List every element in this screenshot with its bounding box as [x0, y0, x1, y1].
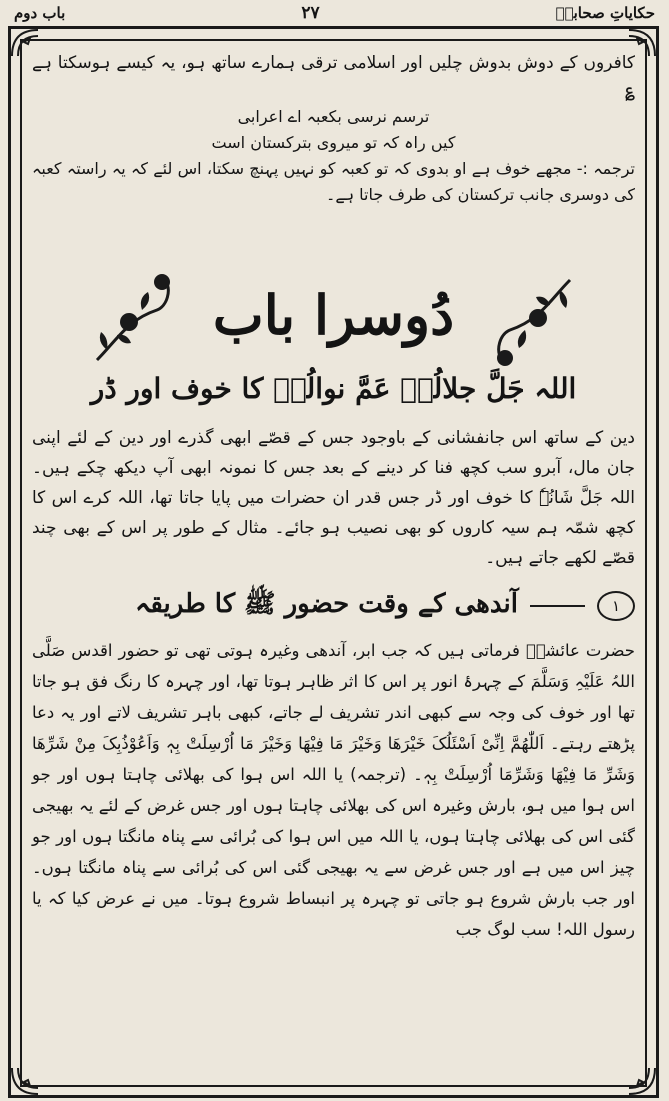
chapter-heading-row	[32, 260, 635, 370]
floral-ornament-icon	[87, 270, 177, 370]
floral-ornament-icon	[490, 270, 580, 370]
story-text: حضرت عائشہؓ فرماتی ہیں کہ جب ابر، آندھی وغیرہ ہوتی تھی تو حضور اقدس صَلَّی اللہُ عَلَیْہِ وَسَلَّمَ کے چہرۂ انور پر اس کا اثر ظاہر ہوتا تھا، اور چہرہ کا رنگ فق ہو جاتا تھا اور خوف کی وجہ سے کبھی اندر تشریف لے جاتے، کبھی باہر تشریف لاتے اور یہ دعا پڑھتے رہتے۔ اَللّٰھُمَّ اِنِّیْ اَسْئَلُکَ خَیْرَھَا وَخَیْرَ مَا فِیْھَا وَخَیْرَ مَا اُرْسِلَتْ بِہٖ وَاَعُوْذُبِکَ مِنْ شَرِّھَا وَشَرِّ مَا فِیْھَا وَشَرِّمَا اُرْسِلَتْ بِہٖ۔ (ترجمہ) یا اللہ اس ہوا کی بھلائی چاہتا ہوں اور جو اس ہوا میں ہو، بارش وغیرہ اس کی بھلائی چاہتا ہوں اور جس غرض کے لئے یہ بھیجی گئی اس کی بھلائی چاہتا ہوں، یا اللہ میں اس ہوا کی بُرائی سے پناہ مانگتا ہوں اور جو چیز اس میں ہے اور جس غرض سے یہ بھیجی گئی اس کی بُرائی سے پناہ مانگتا ہوں۔ اور جب بارش شروع ہو جاتی تو چہرہ پر انبساط شروع ہوتا۔ میں نے عرض کیا کہ یا رسول اللہ! سب لوگ جب	[32, 641, 635, 939]
verse-translation: ترجمہ :- مجھے خوف ہے او بدوی کہ تو کعبہ کو نہیں پہنچ سکتا، اس لئے کہ یہ راستہ کعبہ کی دوسری جانب ترکستان کی طرف جاتا ہے۔	[32, 159, 635, 204]
chapter-subtitle: اللہ جَلَّ جلالُہٗ عَمَّ نوالُہٗ کا خوف اور ڈر	[90, 372, 577, 405]
header-chapter-label: باب دوم	[14, 4, 66, 22]
persian-verse-line-1: ترسم نرسی بکعبہ اے اعرابی	[237, 107, 430, 126]
section-rule	[530, 605, 585, 607]
chapter-title: دُوسرا باب	[212, 283, 455, 347]
body-paragraph: دین کے ساتھ اس جانفشانی کے باوجود جس کے قصّے ابھی گذرے اور دین کے لئے اپنی جان مال، آبرو سب کچھ فنا کر دینے کے بعد جس کا نمونہ ابھی آپ دیکھ چکے ہیں۔ اللہ جَلَّ شَانُہٗ کا خوف اور ڈر جس قدر ان حضرات میں پایا جاتا تھا، اللہ کرے اس کا کچھ شمّہ ہم سیہ کاروں کو بھی نصیب ہو جائے۔ مثال کے طور پر اس کے بھی چند قصّے لکھے جاتے ہیں۔	[32, 428, 635, 568]
section-heading	[32, 587, 635, 625]
persian-verse-line-2: کیں راہ کہ تو میروی بترکستان است	[211, 133, 456, 152]
page-header	[0, 0, 669, 26]
intro-line: کافروں کے دوش بدوش چلیں اور اسلامی ترقی ہمارے ساتھ ہو، یہ کیسے ہوسکتا ہے ؏	[32, 53, 635, 100]
page-number: ۲۷	[301, 3, 320, 23]
section-title: آندھی کے وقت حضور ﷺ کا طریقہ	[135, 589, 518, 619]
section-number: ۱	[597, 591, 635, 621]
page-content	[32, 50, 635, 1085]
header-book-title: حکایاتِ صحابہؓ	[555, 4, 655, 22]
